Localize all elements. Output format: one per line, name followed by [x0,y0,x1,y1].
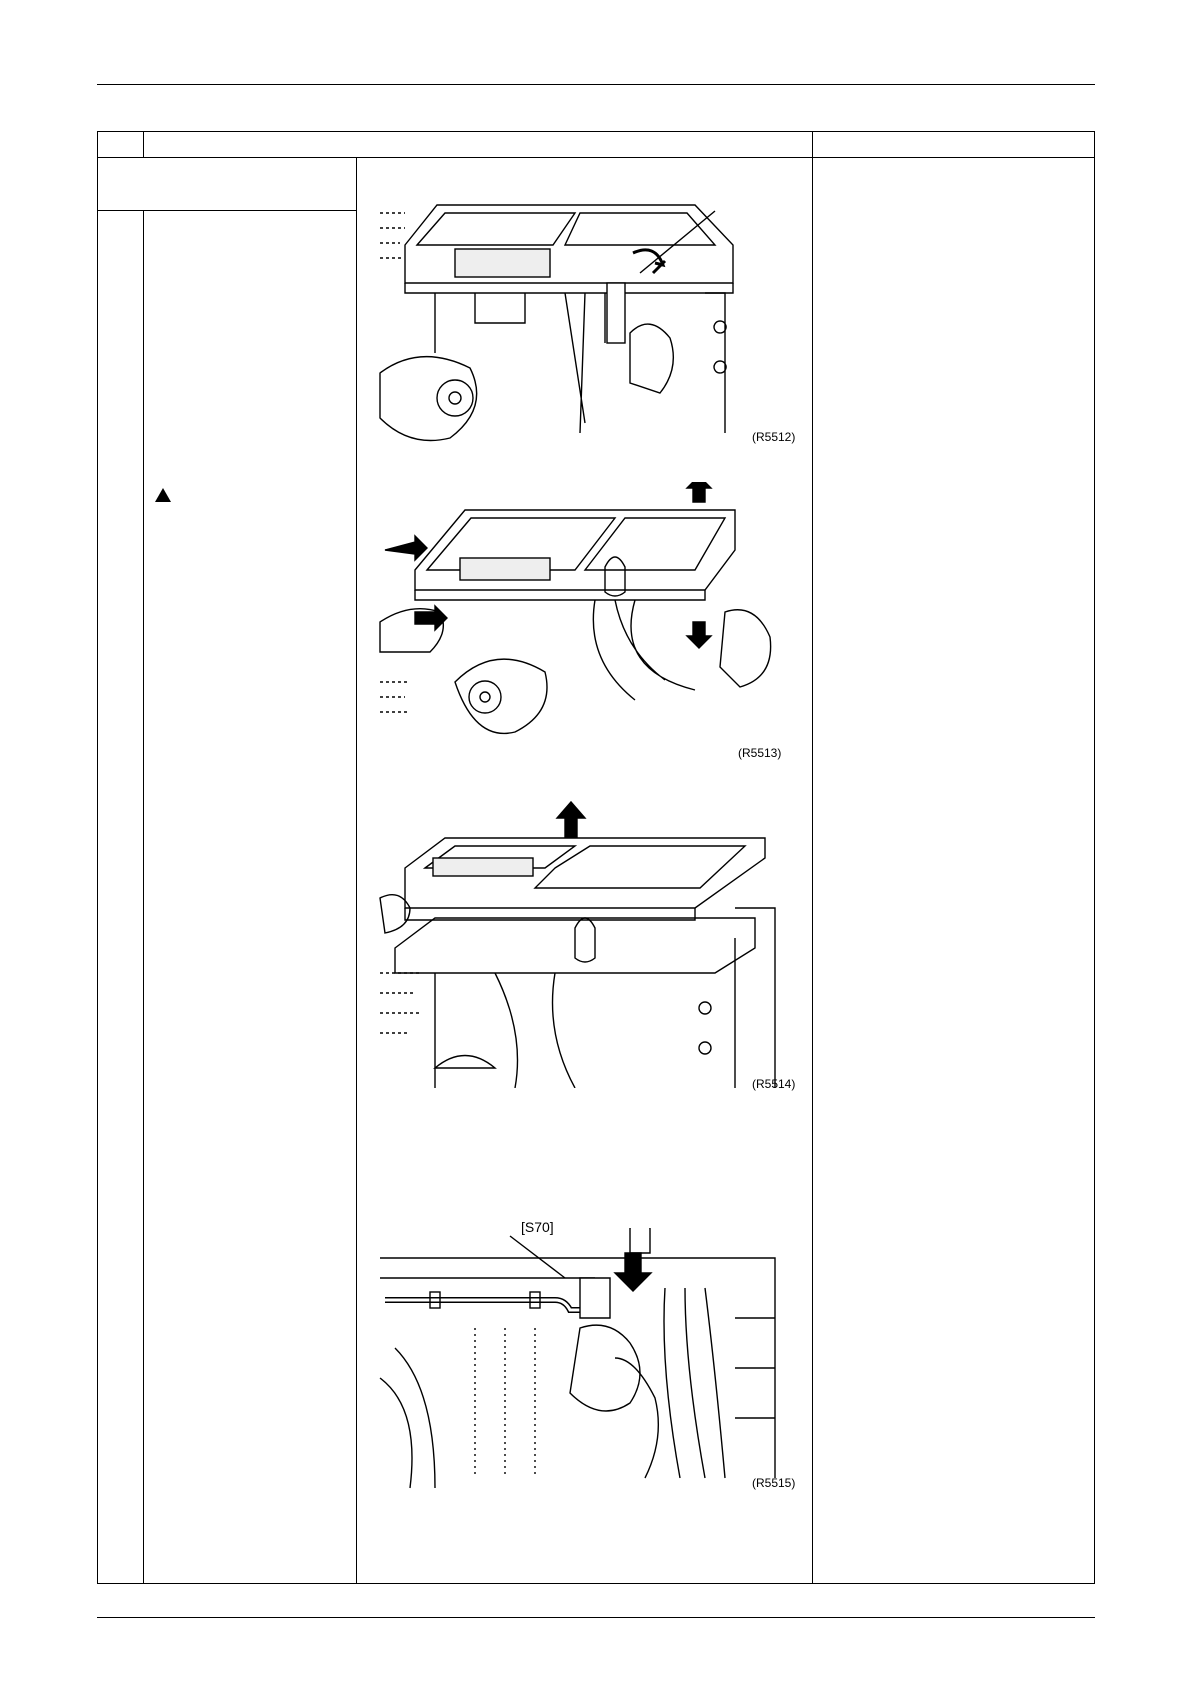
illustration-control-box-release [375,482,795,757]
col-divider-points [812,131,813,1584]
figure-r5513 [375,482,795,757]
connector-label-s70: [S70] [521,1219,554,1235]
figure-caption-r5515: (R5515) [752,1476,796,1490]
col-divider-procedure [356,157,357,1584]
illustration-control-box-top [375,183,795,448]
header-rule [97,84,1095,85]
figure-caption-r5512: (R5512) [752,430,796,444]
illustration-connector-disconnect [375,1228,795,1490]
figure-caption-r5513: (R5513) [738,746,782,760]
footer-rule [97,1617,1095,1618]
table-header-divider [97,157,1095,158]
warning-triangle-icon [155,488,171,502]
col-divider-step-lower [143,210,144,1584]
figure-r5515 [375,1228,795,1490]
figure-caption-r5514: (R5514) [752,1077,796,1091]
illustration-control-box-lifted [375,798,795,1088]
section-heading-divider [97,210,357,211]
figure-r5512 [375,183,795,448]
col-divider-step [143,131,144,158]
figure-r5514 [375,798,795,1088]
